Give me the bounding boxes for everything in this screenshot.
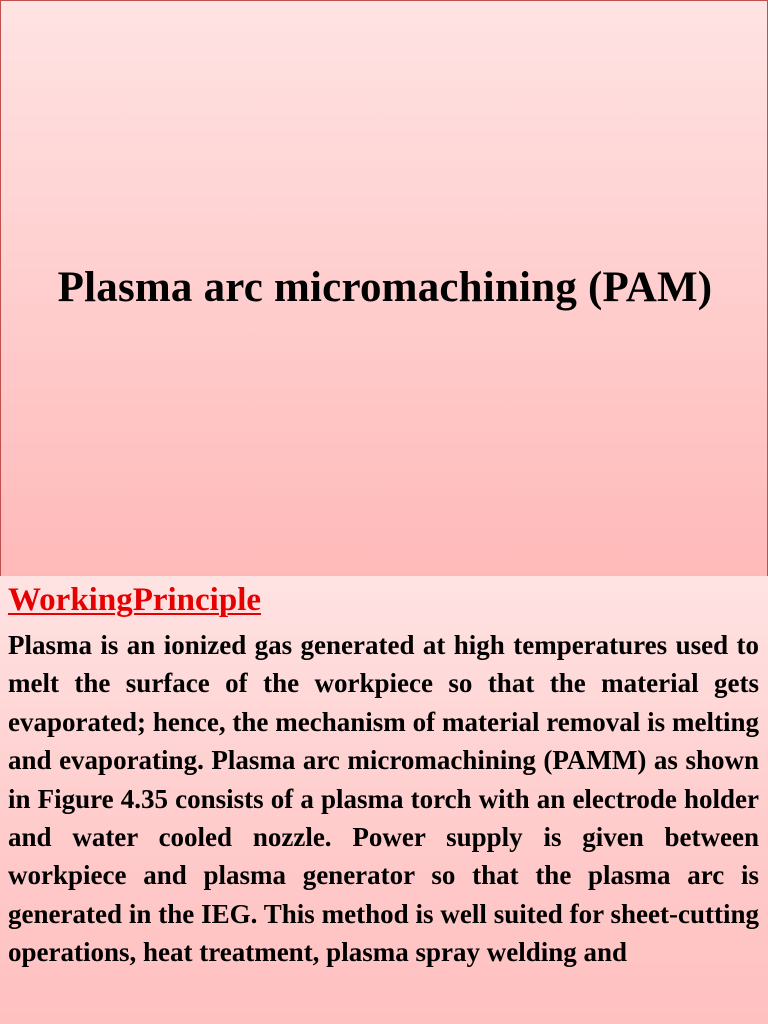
slide-title: Plasma arc micromachining (PAM) [57,264,713,311]
content-slide [0,576,768,1024]
body-paragraph: Plasma is an ionized gas generated at high temperatures used to melt the surface of the workpiece so that the material gets evaporated; hence, the mechanism of material removal is melting and evaporating. Plasma arc micromachining (PAMM) as shown in Figure 4.35 consists of a plasma torch with an electrode holder and water cooled nozzle. Power supply is given between workpiece and plasma generator so that the plasma arc is generated in the IEG. This method is well suited for sheet-cutting operations, heat treatment, plasma spray welding and [8,630,759,968]
section-heading: WorkingPrinciple [8,582,262,618]
